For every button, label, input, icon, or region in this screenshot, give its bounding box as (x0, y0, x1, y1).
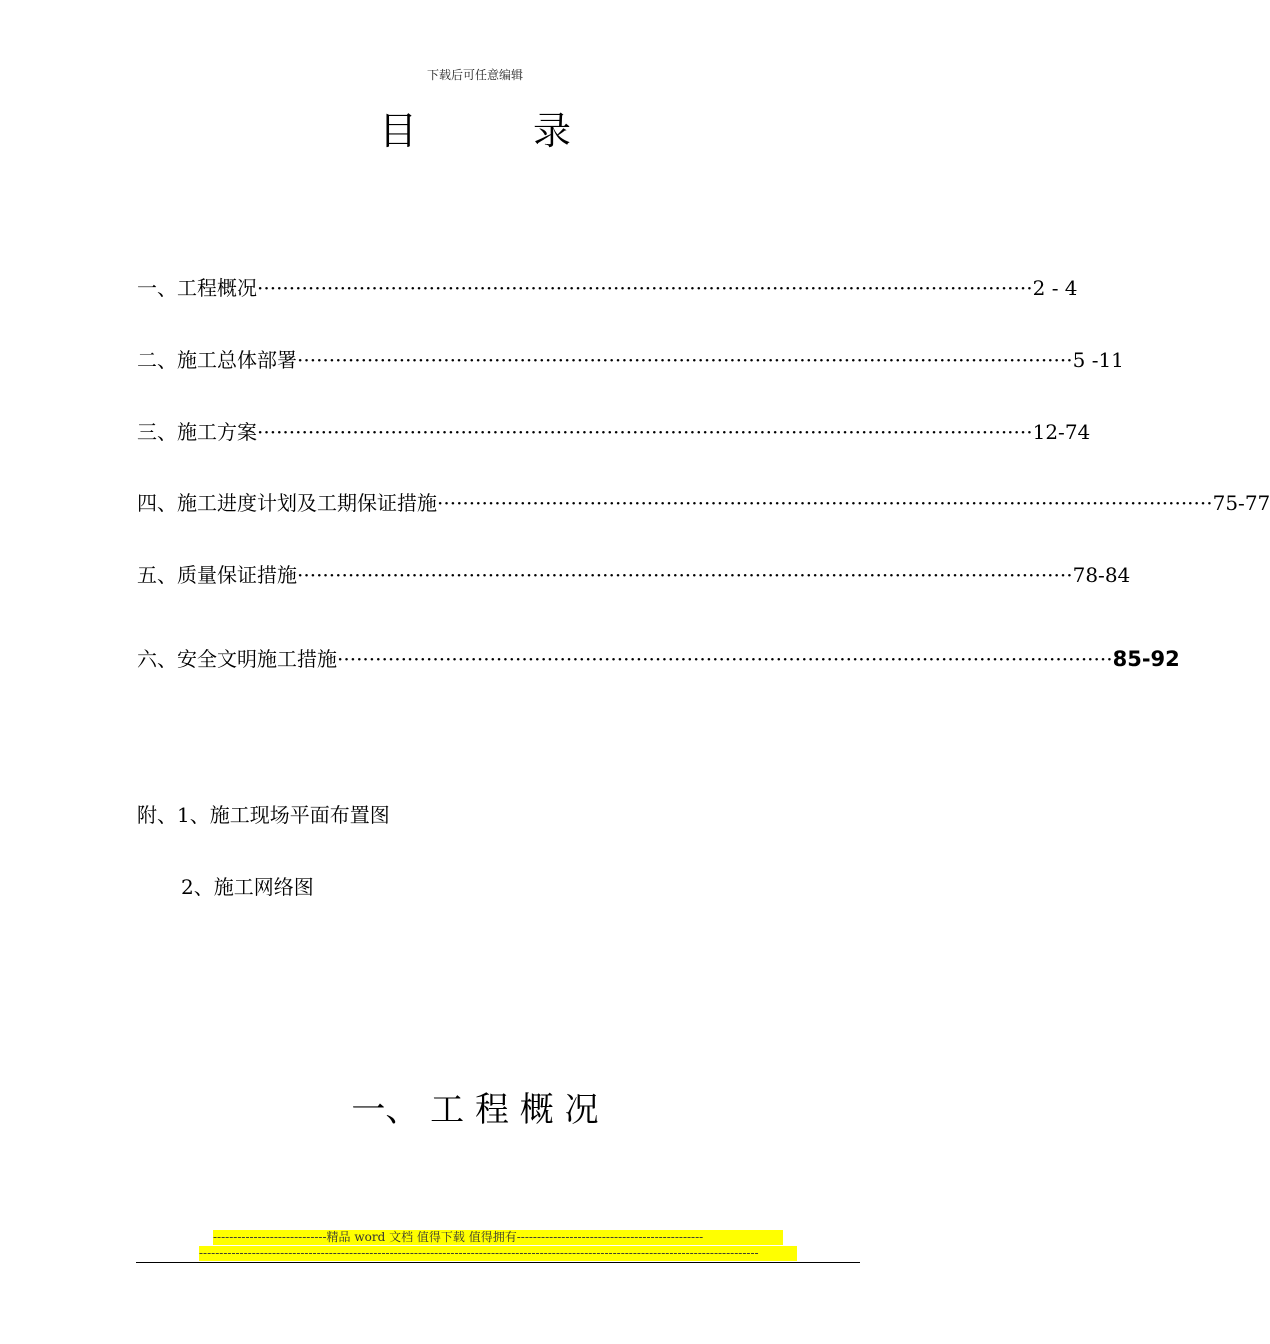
toc-entry-page: 78-84 (1072, 563, 1131, 587)
appendix-item-network-diagram: 2、施工网络图 (181, 875, 314, 899)
toc-entry[interactable] (137, 559, 1131, 588)
toc-leader-dots: ·························································································································· (257, 420, 1033, 444)
appendix-item-site-plan: 附、1、施工现场平面布置图 (137, 803, 390, 827)
toc-entry[interactable] (137, 272, 1078, 301)
footer-banner-line-2: ------------------------------------------------------------------------------------------------------------------------------------------ (199, 1246, 797, 1261)
toc-leader-dots: ·························································································································· (297, 348, 1073, 372)
toc-entry[interactable] (137, 643, 1180, 672)
footer-banner-line-1: ----------------------------精品 word 文档 值得下载 值得拥有---------------------------------------------- (213, 1230, 783, 1245)
toc-entry-label: 四、施工进度计划及工期保证措施 (137, 491, 437, 515)
toc-entry-label: 二、施工总体部署 (137, 348, 297, 372)
toc-entry-label: 一、工程概况 (137, 276, 257, 300)
toc-entry-page: 12-74 (1032, 420, 1091, 444)
toc-entry-label: 六、安全文明施工措施 (137, 647, 337, 671)
toc-entry-label: 五、质量保证措施 (137, 563, 297, 587)
toc-leader-dots: ·························································································································· (257, 276, 1033, 300)
toc-entry-page: 2 - 4 (1032, 276, 1078, 300)
section-heading: 一、 工 程 概 况 (351, 1090, 599, 1130)
toc-entry-page: 75-77 (1212, 491, 1270, 515)
toc-leader-dots: ·························································································································· (437, 491, 1213, 515)
footer-divider (136, 1262, 860, 1263)
toc-entry-label: 三、施工方案 (137, 420, 257, 444)
toc-entry[interactable] (137, 416, 1091, 445)
toc-entry[interactable] (137, 487, 1270, 516)
header-note: 下载后可任意编辑 (426, 68, 523, 82)
toc-entry-page: 5 -11 (1072, 348, 1124, 372)
toc-leader-dots: ·························································································································· (297, 563, 1073, 587)
toc-entry-page: 85-92 (1112, 647, 1180, 671)
toc-leader-dots: ·························································································································· (337, 647, 1113, 671)
toc-entry[interactable] (137, 344, 1124, 373)
document-title: 目 录 (378, 109, 624, 153)
